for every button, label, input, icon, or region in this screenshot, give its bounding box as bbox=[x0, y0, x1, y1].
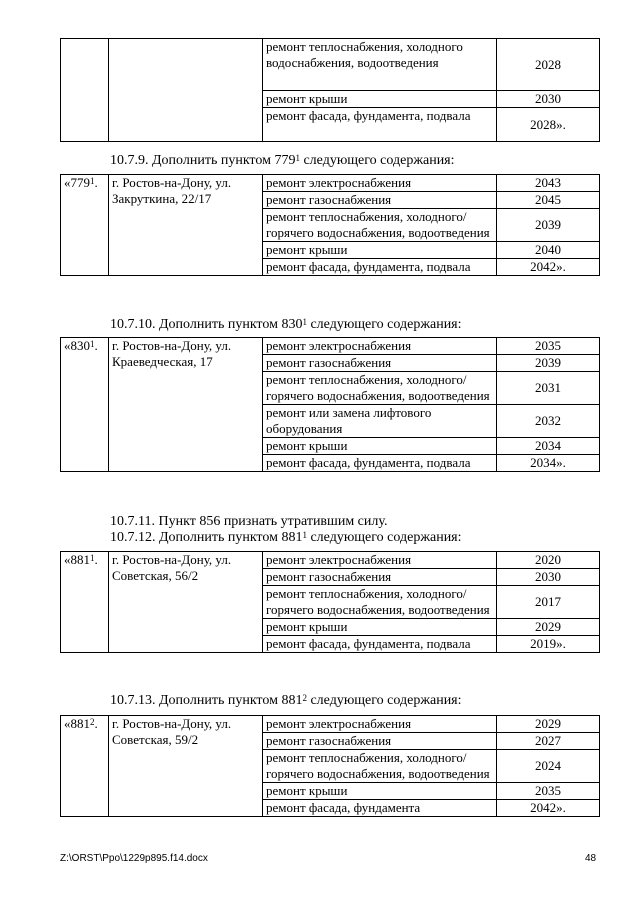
year-cell: 2027 bbox=[497, 733, 600, 750]
table-section-881-2 bbox=[60, 715, 600, 817]
work-cell: ремонт фасада, фундамента, подвала bbox=[263, 455, 497, 472]
work-cell: ремонт теплоснабжения, холодного водоснабжения, водоотведения bbox=[263, 39, 497, 91]
year-cell: 2035 bbox=[497, 338, 600, 355]
year-cell: 2020 bbox=[497, 552, 600, 569]
table-row bbox=[61, 175, 600, 192]
year-cell: 2030 bbox=[497, 569, 600, 586]
table-section-779-1 bbox=[60, 174, 600, 276]
address-cell: г. Ростов-на-Дону, ул. Закруткина, 22/17 bbox=[109, 175, 263, 276]
table-row bbox=[61, 338, 600, 355]
work-cell: ремонт крыши bbox=[263, 619, 497, 636]
section-heading: 10.7.12. Дополнить пунктом $881^1$ следующего содержания: bbox=[110, 530, 462, 545]
work-cell: ремонт электроснабжения bbox=[263, 175, 497, 192]
number-cell: «$779^1$. bbox=[61, 175, 109, 276]
work-cell: ремонт газоснабжения bbox=[263, 192, 497, 209]
work-cell: ремонт фасада, фундамента bbox=[263, 800, 497, 817]
work-cell: ремонт теплоснабжения, холодного/горячего водоснабжения, водоотведения bbox=[263, 750, 497, 783]
year-cell: 2024 bbox=[497, 750, 600, 783]
address-cell: г. Ростов-на-Дону, ул. Советская, 56/2 bbox=[109, 552, 263, 653]
year-cell: 2042». bbox=[497, 800, 600, 817]
work-cell: ремонт теплоснабжения, холодного/горячего водоснабжения, водоотведения bbox=[263, 586, 497, 619]
table-section-881-1 bbox=[60, 551, 600, 653]
year-cell: 2039 bbox=[497, 209, 600, 242]
year-cell: 2039 bbox=[497, 355, 600, 372]
year-cell: 2031 bbox=[497, 372, 600, 405]
year-cell: 2043 bbox=[497, 175, 600, 192]
number-cell: «$881^2$. bbox=[61, 716, 109, 817]
year-cell: 2029 bbox=[497, 619, 600, 636]
year-cell: 2035 bbox=[497, 783, 600, 800]
year-cell: 2029 bbox=[497, 716, 600, 733]
work-cell: ремонт теплоснабжения, холодного/горячего водоснабжения, водоотведения bbox=[263, 209, 497, 242]
page-number: 48 bbox=[585, 853, 597, 864]
work-cell: ремонт электроснабжения bbox=[263, 552, 497, 569]
table-section-830-1 bbox=[60, 337, 600, 472]
work-cell: ремонт крыши bbox=[263, 783, 497, 800]
year-cell: 2019». bbox=[497, 636, 600, 653]
year-cell: 2045 bbox=[497, 192, 600, 209]
table-row bbox=[61, 39, 600, 91]
year-cell: 2028». bbox=[497, 108, 600, 142]
work-cell: ремонт теплоснабжения, холодного/горячего водоснабжения, водоотведения bbox=[263, 372, 497, 405]
year-cell: 2042». bbox=[497, 259, 600, 276]
table-continuation bbox=[60, 38, 600, 142]
table-row bbox=[61, 552, 600, 569]
work-cell: ремонт газоснабжения bbox=[263, 569, 497, 586]
number-cell: «$881^1$. bbox=[61, 552, 109, 653]
section-heading: 10.7.13. Дополнить пунктом $881^2$ следующего содержания: bbox=[110, 693, 462, 708]
address-cell: г. Ростов-на-Дону, ул. Краеведческая, 17 bbox=[109, 338, 263, 472]
year-cell: 2017 bbox=[497, 586, 600, 619]
year-cell: 2040 bbox=[497, 242, 600, 259]
work-cell: ремонт фасада, фундамента, подвала bbox=[263, 108, 497, 142]
work-cell: ремонт газоснабжения bbox=[263, 355, 497, 372]
year-cell: 2034». bbox=[497, 455, 600, 472]
year-cell: 2034 bbox=[497, 438, 600, 455]
work-cell: ремонт фасада, фундамента, подвала bbox=[263, 636, 497, 653]
work-cell: ремонт крыши bbox=[263, 242, 497, 259]
work-cell: ремонт фасада, фундамента, подвала bbox=[263, 259, 497, 276]
year-cell: 2028 bbox=[497, 39, 600, 91]
address-cell bbox=[109, 39, 263, 142]
work-cell: ремонт крыши bbox=[263, 91, 497, 108]
work-cell: ремонт электроснабжения bbox=[263, 716, 497, 733]
section-heading: 10.7.9. Дополнить пунктом $779^1$ следующего содержания: bbox=[110, 153, 455, 168]
table-row bbox=[61, 716, 600, 733]
year-cell: 2032 bbox=[497, 405, 600, 438]
year-cell: 2030 bbox=[497, 91, 600, 108]
work-cell: ремонт газоснабжения bbox=[263, 733, 497, 750]
address-cell: г. Ростов-на-Дону, ул. Советская, 59/2 bbox=[109, 716, 263, 817]
work-cell: ремонт или замена лифтового оборудования bbox=[263, 405, 497, 438]
work-cell: ремонт электроснабжения bbox=[263, 338, 497, 355]
number-cell bbox=[61, 39, 109, 142]
section-note: 10.7.11. Пункт 856 признать утратившим силу. bbox=[110, 514, 388, 529]
number-cell: «$830^1$. bbox=[61, 338, 109, 472]
work-cell: ремонт крыши bbox=[263, 438, 497, 455]
section-heading: 10.7.10. Дополнить пунктом $830^1$ следующего содержания: bbox=[110, 317, 462, 332]
footer-file-path: Z:\ORST\Ppo\1229p895.f14.docx bbox=[60, 853, 208, 864]
